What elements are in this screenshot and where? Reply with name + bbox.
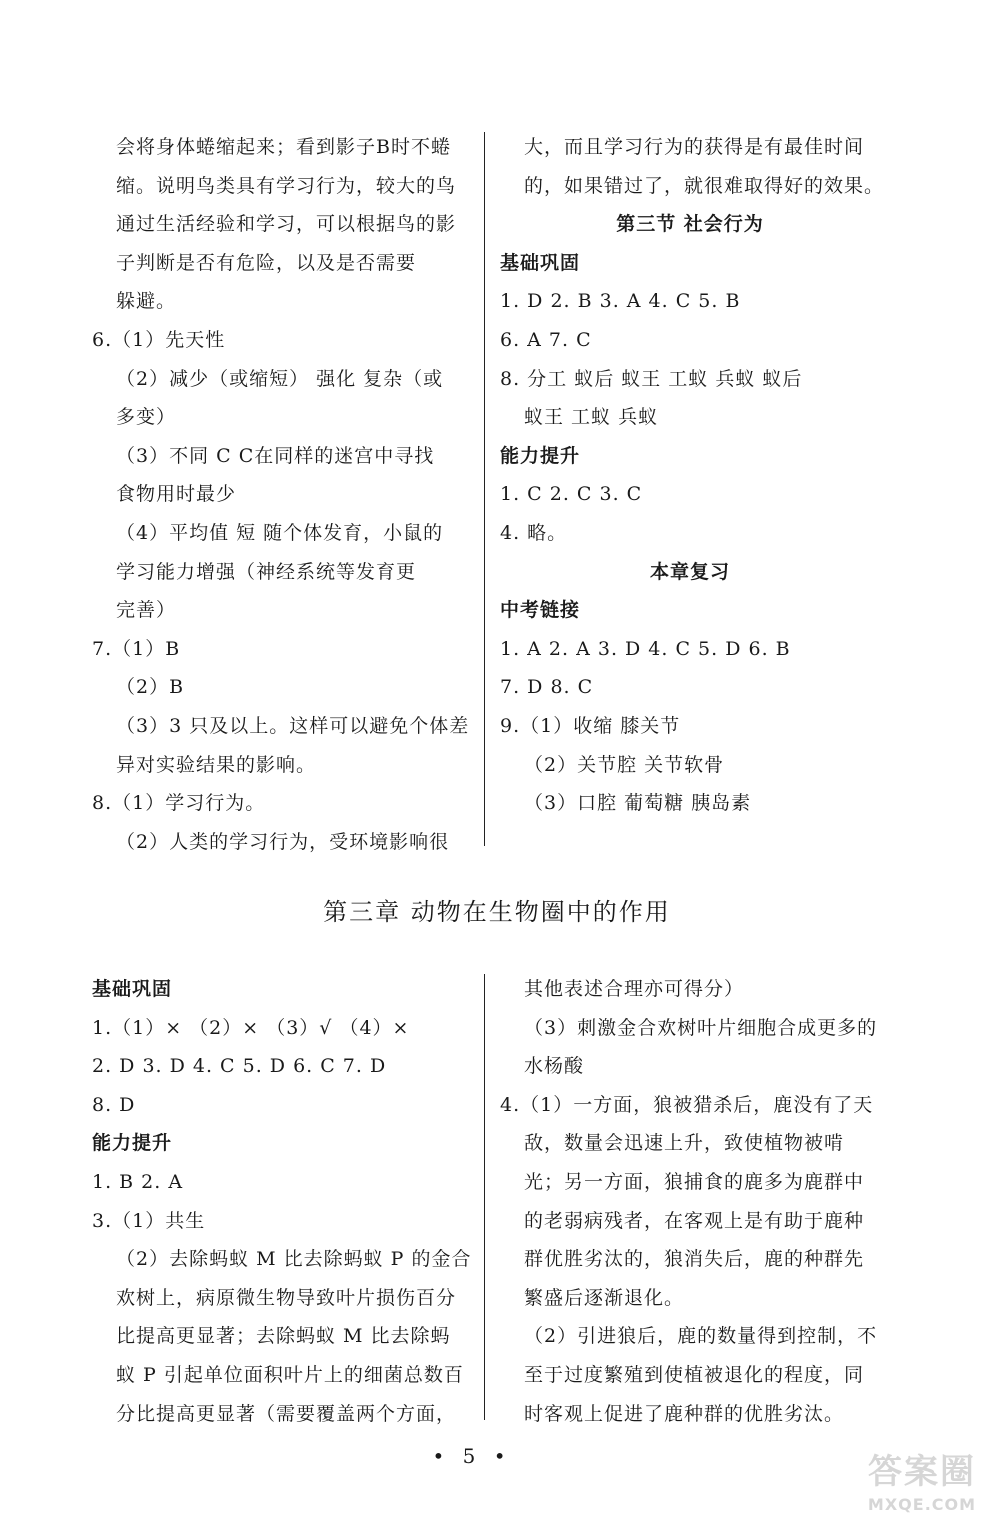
answer-line: 2. D 3. D 4. C 5. D 6. C 7. D	[92, 1055, 387, 1078]
text-line: 繁盛后逐渐退化。	[524, 1286, 685, 1309]
text-line: 水杨酸	[524, 1055, 585, 1078]
text-line: （2）人类的学习行为，受环境影响很	[116, 830, 450, 853]
answer-line: 8. D	[92, 1093, 136, 1116]
text-line: （3）3 只及以上。这样可以避免个体差	[116, 714, 470, 737]
answer-line: 8. 分工 蚁后 蚁王 工蚁 兵蚁 蚁后	[500, 367, 803, 390]
text-line: 比提高更显著；去除蚂蚁 M 比去除蚂	[116, 1325, 451, 1348]
text-line: 学习能力增强（神经系统等发育更	[116, 560, 417, 583]
text-line: 食物用时最少	[116, 483, 237, 506]
text-line: 躲避。	[116, 290, 177, 313]
subsection-heading: 能力提升	[500, 444, 581, 467]
subsection-heading: 能力提升	[92, 1132, 173, 1155]
text-line: 通过生活经验和学习，可以根据鸟的影	[116, 213, 457, 236]
watermark-url: MXQE.COM	[867, 1495, 977, 1514]
text-line: 群优胜劣汰的，狼消失后，鹿的种群先	[524, 1248, 865, 1271]
column-divider	[484, 132, 485, 846]
question-item: 3.（1）共生	[92, 1209, 206, 1232]
answer-line: 1.（1）× （2）× （3）√ （4）×	[92, 1016, 410, 1039]
text-line: （2）B	[116, 676, 185, 699]
text-line: 时客观上促进了鹿种群的优胜劣汰。	[524, 1402, 845, 1425]
answer-line: 4. 略。	[500, 521, 568, 544]
question-item: 6.（1）先天性	[92, 328, 226, 351]
bottom-right-column	[500, 970, 880, 1433]
text-line: 至于过度繁殖到使植被退化的程度，同	[524, 1363, 865, 1386]
text-line: 会将身体蜷缩起来；看到影子B时不蜷	[116, 136, 451, 158]
text-line: 子判断是否有危险，以及是否需要	[116, 251, 417, 274]
watermark-text: 答案圈	[868, 1452, 976, 1492]
text-line: （4）平均值 短 随个体发育，小鼠的	[116, 521, 444, 544]
answer-line: 1. D 2. B 3. A 4. C 5. B	[500, 290, 741, 313]
text-line: 缩。说明鸟类具有学习行为，较大的鸟	[116, 174, 457, 197]
text-line: （3）刺激金合欢树叶片细胞合成更多的	[524, 1016, 878, 1039]
page-number: • 5 •	[432, 1444, 512, 1468]
text-line: 的，如果错过了，就很难取得好的效果。	[524, 174, 885, 197]
text-line: 蚁王 工蚁 兵蚁	[524, 406, 659, 429]
top-left-column	[92, 128, 470, 861]
question-item: 4.（1）一方面，狼被猎杀后，鹿没有了天	[500, 1093, 874, 1116]
text-line: 敌，数量会迅速上升，致使植物被啃	[524, 1132, 845, 1155]
question-item: 7.（1）B	[92, 637, 181, 660]
text-line: 大，而且学习行为的获得是有最佳时间	[524, 136, 865, 158]
answer-line: 7. D 8. C	[500, 676, 594, 699]
text-line: 光；另一方面，狼捕食的鹿多为鹿群中	[524, 1170, 865, 1193]
text-line: 异对实验结果的影响。	[116, 753, 317, 776]
subsection-heading: 基础巩固	[92, 978, 173, 1000]
answer-line: 6. A 7. C	[500, 328, 592, 351]
answer-line: 1. C 2. C 3. C	[500, 483, 643, 506]
text-line: 其他表述合理亦可得分）	[524, 978, 745, 1000]
text-line: 完善）	[116, 599, 177, 622]
text-line: 多变）	[116, 406, 177, 429]
question-item: 8.（1）学习行为。	[92, 792, 266, 815]
text-line: （2）关节腔 关节软骨	[524, 753, 725, 776]
text-line: 欢树上，病原微生物导致叶片损伤百分	[116, 1286, 457, 1309]
watermark-logo	[858, 1450, 986, 1532]
text-line: 的老弱病残者，在客观上是有助于鹿种	[524, 1209, 865, 1232]
answer-line: 1. B 2. A	[92, 1170, 184, 1193]
section-heading: 第三节 社会行为	[616, 213, 764, 236]
subsection-heading: 中考链接	[500, 599, 581, 622]
chapter-title: 第三章 动物在生物圈中的作用	[323, 898, 671, 926]
text-line: 分比提高更显著（需要覆盖两个方面，	[116, 1402, 457, 1425]
top-right-column	[500, 128, 885, 823]
bottom-left-column	[92, 970, 472, 1433]
answer-line: 1. A 2. A 3. D 4. C 5. D 6. B	[500, 637, 791, 660]
text-line: （2）引进狼后，鹿的数量得到控制，不	[524, 1325, 878, 1348]
text-line: 蚁 P 引起单位面积叶片上的细菌总数百	[116, 1363, 464, 1386]
section-heading: 本章复习	[649, 560, 730, 583]
text-line: （2）去除蚂蚁 M 比去除蚂蚁 P 的金合	[116, 1248, 472, 1271]
text-line: （2）减少（或缩短） 强化 复杂（或	[116, 367, 444, 390]
text-line: （3）口腔 葡萄糖 胰岛素	[524, 792, 752, 815]
text-line: （3）不同 C C在同样的迷宫中寻找	[116, 444, 435, 467]
subsection-heading: 基础巩固	[500, 251, 581, 274]
question-item: 9.（1）收缩 膝关节	[500, 714, 681, 737]
column-divider	[484, 974, 485, 1420]
